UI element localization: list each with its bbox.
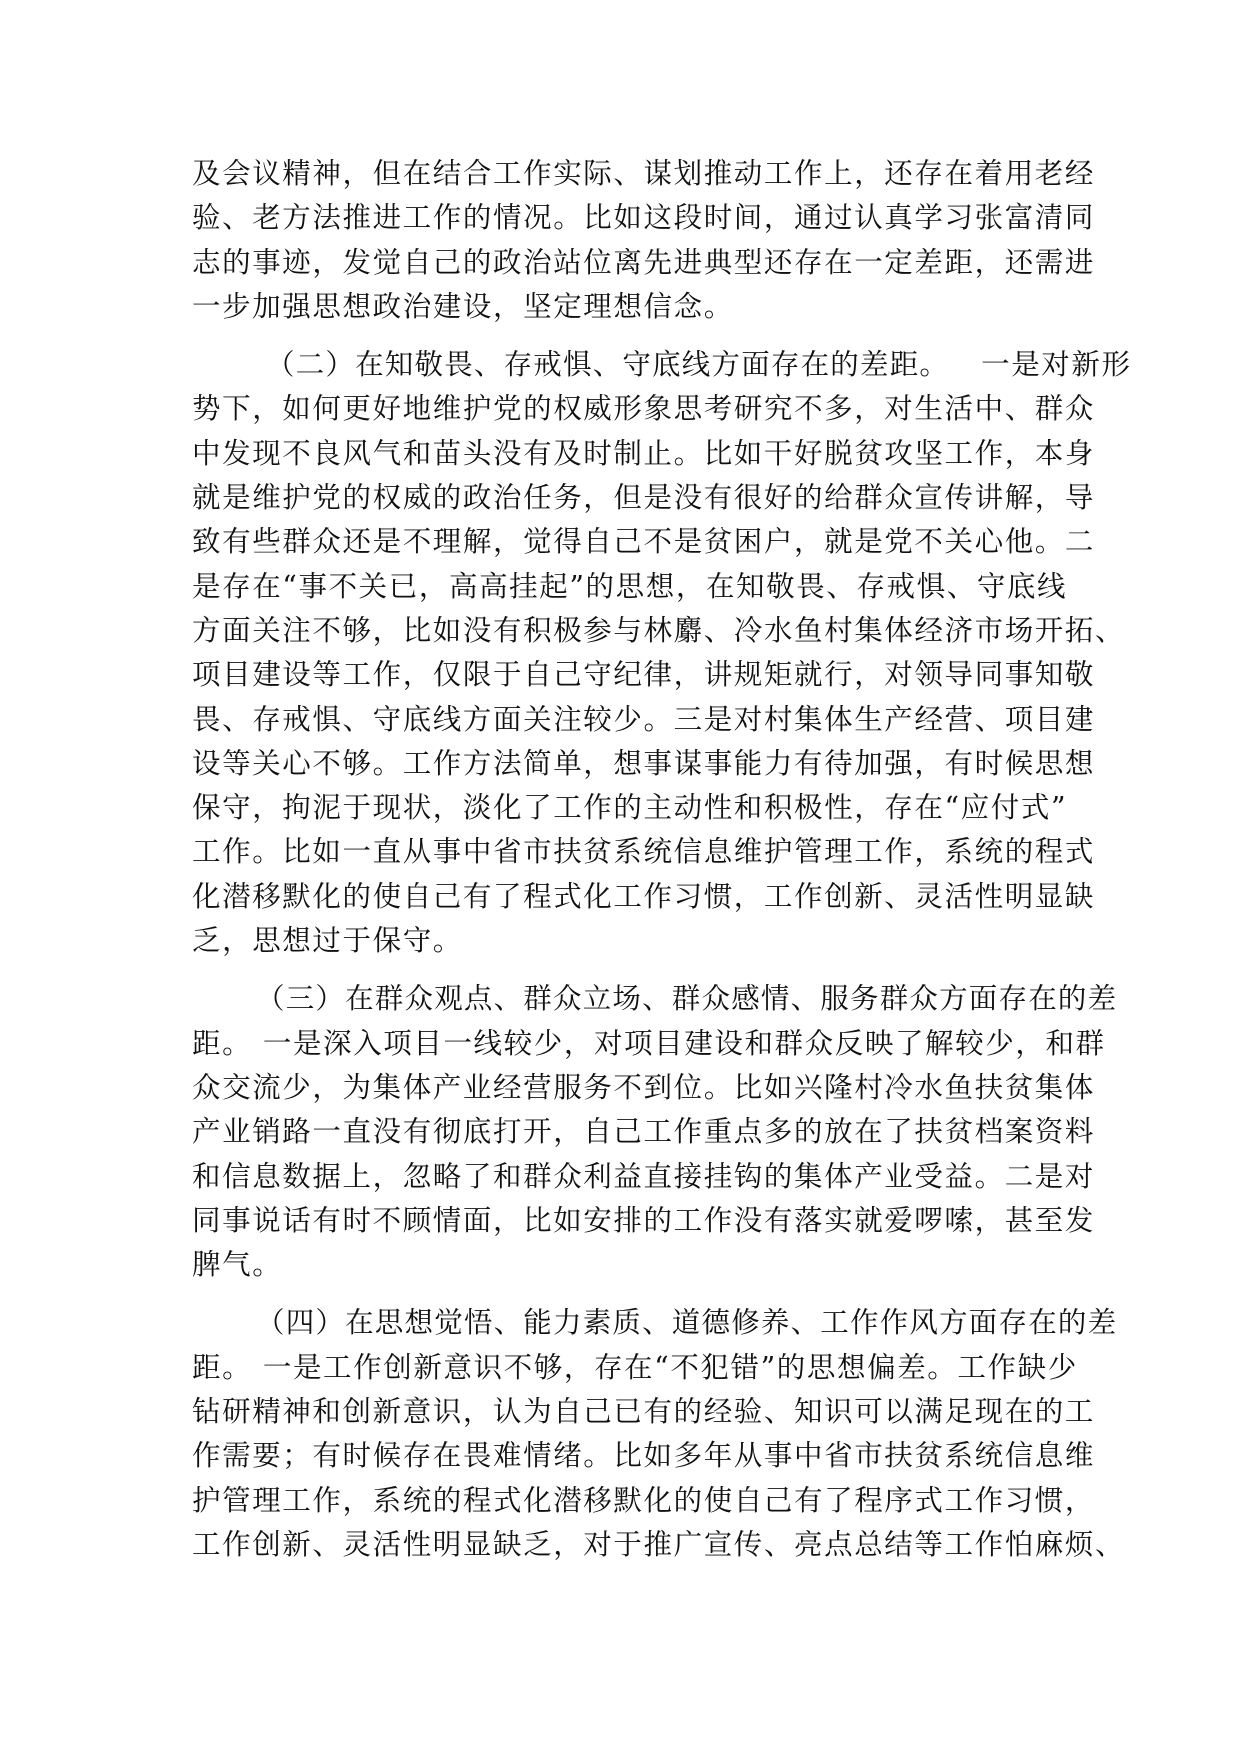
section-heading-4: （四）在思想觉悟、能力素质、道德修养、工作作风方面存在的差: [256, 1306, 1118, 1340]
text-line: 势下，如何更好地维护党的权威形象思考研究不多，对生活中、群众: [192, 392, 1096, 426]
text-line: 脾气。: [192, 1248, 283, 1282]
text-line: 钻研精神和创新意识，认为自己已有的经验、知识可以满足现在的工: [192, 1395, 1096, 1429]
text-line: 工作创新、灵活性明显缺乏，对于推广宣传、亮点总结等工作怕麻烦、: [192, 1527, 1126, 1561]
text-line: 一步加强思想政治建设，坚定理想信念。: [192, 289, 734, 323]
text-line: 畏、存戒惧、守底线方面关注较少。三是对村集体生产经营、项目建: [192, 702, 1096, 736]
text-line: 众交流少，为集体产业经营服务不到位。比如兴隆村冷水鱼扶贫集体: [192, 1070, 1096, 1104]
text-line: 同事说话有时不顾情面，比如安排的工作没有落实就爱啰嗦，甚至发: [192, 1203, 1096, 1237]
text-line: 致有些群众还是不理解，觉得自己不是贫困户，就是党不关心他。二: [192, 525, 1096, 559]
paragraph-section-3: [192, 977, 1118, 1287]
text-line: [192, 343, 1132, 387]
text-line: 工作。比如一直从事中省市扶贫系统信息维护管理工作，系统的程式: [192, 835, 1096, 869]
text-line: 就是维护党的权威的政治任务，但是没有很好的给群众宣传讲解，导: [192, 481, 1096, 515]
text-line: 志的事迹，发觉自己的政治站位离先进典型还存在一定差距，还需进: [192, 245, 1096, 279]
text-line: 距。 一是工作创新意识不够，存在“不犯错”的思想偏差。工作缺少: [192, 1350, 1078, 1384]
text-line: 化潜移默化的使自己有了程式化工作习惯，工作创新、灵活性明显缺: [192, 879, 1096, 913]
text-fragment: 一是对新形: [981, 348, 1132, 382]
text-line: 项目建设等工作，仅限于自己守纪律，讲规矩就行，对领导同事知敬: [192, 658, 1096, 692]
text-line: 护管理工作，系统的程式化潜移默化的使自己有了程序式工作习惯，: [192, 1483, 1096, 1517]
text-line: 作需要；有时候存在畏难情绪。比如多年从事中省市扶贫系统信息维: [192, 1439, 1096, 1473]
text-line: 中发现不良风气和苗头没有及时制止。比如干好脱贫攻坚工作，本身: [192, 436, 1096, 470]
text-line: 方面关注不够，比如没有积极参与林麝、冷水鱼村集体经济市场开拓、: [192, 613, 1126, 647]
text-line: 乏，思想过于保守。: [192, 924, 463, 958]
text-line: 和信息数据上，忽略了和群众利益直接挂钩的集体产业受益。二是对: [192, 1159, 1096, 1193]
paragraph-section-2: [192, 343, 1132, 963]
text-line: 是存在“事不关已，高高挂起”的思想，在知敬畏、存戒惧、守底线: [192, 569, 1068, 603]
document-page: [192, 152, 1132, 1581]
text-line: 距。 一是深入项目一线较少，对项目建设和群众反映了解较少，和群: [192, 1026, 1106, 1060]
paragraph-continuation: [192, 152, 1096, 329]
paragraph-section-4: [192, 1301, 1126, 1567]
text-line: 及会议精神，但在结合工作实际、谋划推动工作上，还存在着用老经: [192, 157, 1096, 190]
section-heading-2: （二）在知敬畏、存戒惧、守底线方面存在的差距。: [266, 348, 950, 382]
text-line: 验、老方法推进工作的情况。比如这段时间，通过认真学习张富清同: [192, 201, 1096, 235]
text-line: 产业销路一直没有彻底打开，自己工作重点多的放在了扶贫档案资料: [192, 1115, 1096, 1149]
text-line: 保守，拘泥于现状，淡化了工作的主动性和积极性，存在“应付式”: [192, 791, 1068, 825]
text-line: 设等关心不够。工作方法简单，想事谋事能力有待加强，有时候思想: [192, 746, 1096, 780]
section-heading-3: （三）在群众观点、群众立场、群众感情、服务群众方面存在的差: [256, 982, 1118, 1016]
